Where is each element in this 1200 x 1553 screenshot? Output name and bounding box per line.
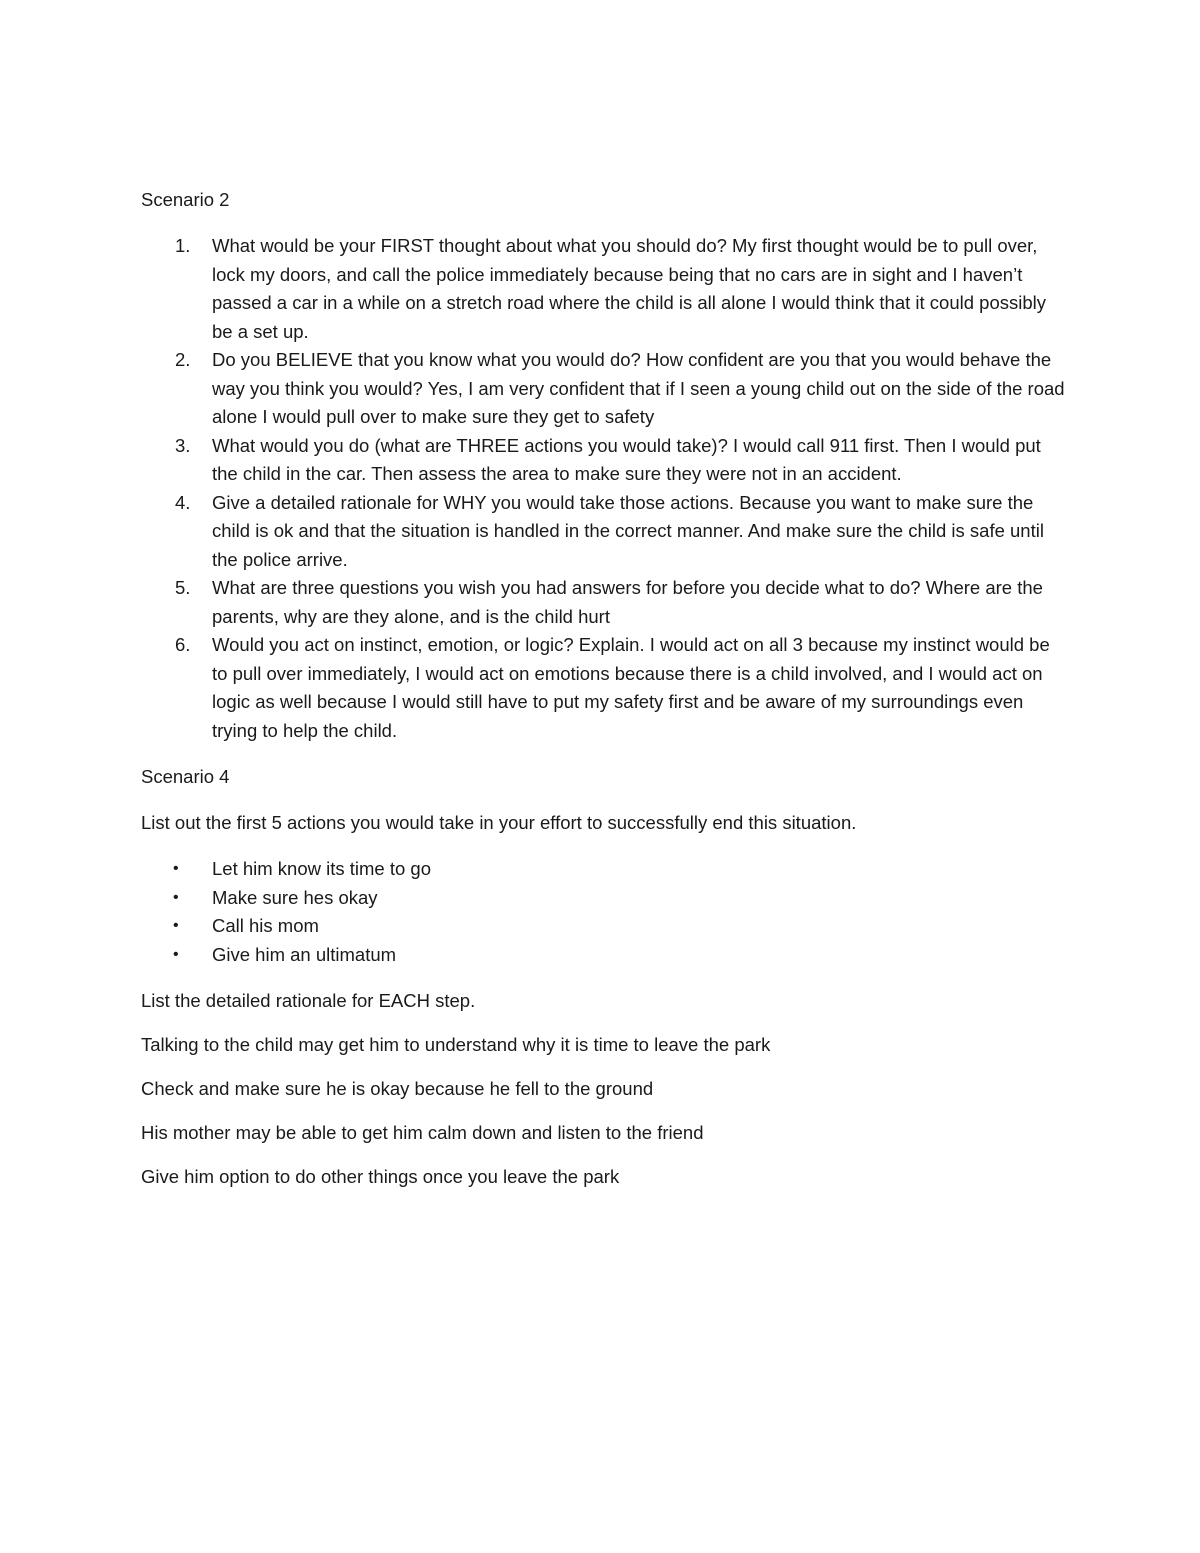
rationale-prompt: List the detailed rationale for EACH step. xyxy=(141,990,476,1011)
question-text: Do you BELIEVE that you know what you would do? How confident are you that you would behave the way you think you would? Yes, I am very confident that if I seen a young child out on the side of the road alone I would pull over to make sure they get to safety xyxy=(212,349,1065,427)
scenario-2-question-list xyxy=(141,232,1066,745)
document-page xyxy=(141,186,1066,1207)
question-item xyxy=(141,432,1066,489)
action-item xyxy=(141,912,1066,941)
question-item xyxy=(141,574,1066,631)
action-item xyxy=(141,941,1066,970)
question-number: 3. xyxy=(175,434,191,456)
action-text: Give him an ultimatum xyxy=(212,943,397,965)
question-number: 5. xyxy=(175,577,191,598)
question-item xyxy=(141,346,1066,432)
question-number: 4. xyxy=(175,491,191,513)
action-text: Let him know its time to go xyxy=(212,858,432,879)
question-text: Would you act on instinct, emotion, or logic? Explain. I would act on all 3 because my instinct would be to pull over immediately, I would act on emotions because there is a child involved, and I would act on logic as well because I would still have to put my safety first and be aware of my surroundings even trying to help the child. xyxy=(212,634,1050,741)
rationale-line: Check and make sure he is okay because he fell to the ground xyxy=(141,1078,654,1099)
question-text: What would you do (what are THREE actions you would take)? I would call 911 first. Then I would put the child in the car. Then assess the area to make sure they were not in an accident. xyxy=(212,434,1041,484)
scenario-4-heading: Scenario 4 xyxy=(141,766,230,787)
scenario-2-heading: Scenario 2 xyxy=(141,189,230,210)
rationale-line: Give him option to do other things once you leave the park xyxy=(141,1166,620,1187)
scenario-4-prompt: List out the first 5 actions you would take in your effort to successfully end this situation. xyxy=(141,812,857,833)
action-text: Make sure hes okay xyxy=(212,886,378,908)
rationale-line: His mother may be able to get him calm down and listen to the friend xyxy=(141,1122,704,1143)
action-text: Call his mom xyxy=(212,915,319,936)
bullet-icon: • xyxy=(173,945,179,963)
question-item xyxy=(141,631,1066,745)
question-number: 6. xyxy=(175,634,191,655)
question-item xyxy=(141,232,1066,346)
question-item xyxy=(141,489,1066,575)
action-list xyxy=(141,855,1066,969)
question-text: What would be your FIRST thought about what you should do? My first thought would be to pull over, lock my doors, and call the police immediately because being that no cars are in sight and I haven’t passed a car in a while on a stretch road where the child is all alone I would think that it could possibly be a set up. xyxy=(212,235,1046,342)
question-number: 2. xyxy=(175,349,191,370)
action-item xyxy=(141,855,1066,884)
question-text: What are three questions you wish you had answers for before you decide what to do? Where are the parents, why are they alone, and is the child hurt xyxy=(212,577,1043,627)
action-item xyxy=(141,884,1066,913)
bullet-icon: • xyxy=(173,917,179,934)
question-text: Give a detailed rationale for WHY you would take those actions. Because you want to make sure the child is ok and that the situation is handled in the correct manner. And make sure the child is safe until the police arrive. xyxy=(212,491,1044,570)
question-number: 1. xyxy=(175,235,191,256)
rationale-line: Talking to the child may get him to understand why it is time to leave the park xyxy=(141,1034,771,1055)
bullet-icon: • xyxy=(173,860,179,877)
bullet-icon: • xyxy=(173,888,179,906)
